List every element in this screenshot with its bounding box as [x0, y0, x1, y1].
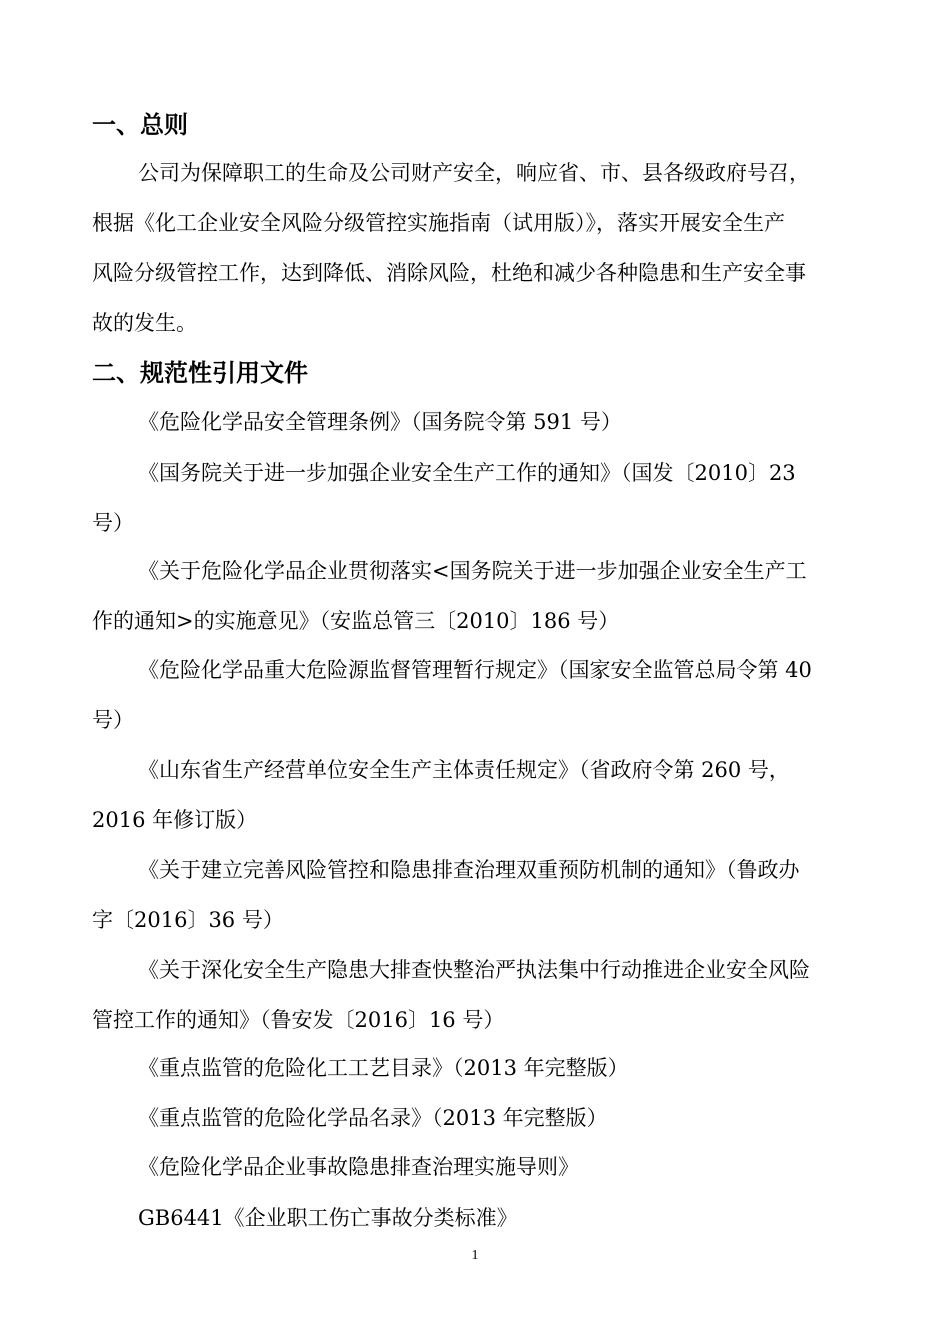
reference-item	[92, 1193, 872, 1243]
reference-line: 《重点监管的危险化工工艺目录》（2013 年完整版）	[138, 1056, 629, 1080]
reference-item	[92, 745, 872, 845]
reference-item	[92, 845, 872, 945]
reference-line: GB6441《企业职工伤亡事故分类标准》	[138, 1206, 518, 1230]
reference-line: 字〔2016〕36 号）	[92, 908, 284, 932]
reference-item	[92, 645, 872, 745]
reference-item	[92, 397, 872, 447]
reference-line: 《关于深化安全生产隐患大排查快整治严执法集中行动推进企业安全风险	[138, 958, 810, 982]
paragraph-line: 公司为保障职工的生命及公司财产安全，响应省、市、县各级政府号召，	[138, 161, 810, 185]
reference-line: 管控工作的通知》（鲁安发〔2016〕16 号）	[92, 1008, 505, 1032]
reference-item	[92, 546, 872, 646]
paragraph-line: 故的发生。	[92, 311, 197, 335]
reference-line: 《重点监管的危险化学品名录》（2013 年完整版）	[138, 1106, 608, 1130]
reference-line: 号）	[92, 708, 134, 732]
reference-line: 2016 年修订版）	[92, 808, 258, 832]
reference-item	[92, 448, 872, 548]
reference-line: 《山东省生产经营单位安全生产主体责任规定》（省政府令第 260 号，	[138, 758, 790, 782]
reference-line: 《关于危险化学品企业贯彻落实<国务院关于进一步加强企业安全生产工	[138, 559, 807, 583]
reference-line: 《危险化学品安全管理条例》（国务院令第 591 号）	[138, 410, 622, 434]
paragraph-line: 根据《化工企业安全风险分级管控实施指南（试用版）》，落实开展安全生产	[92, 211, 785, 235]
reference-line: 《国务院关于进一步加强企业安全生产工作的通知》（国发〔2010〕23	[138, 461, 796, 485]
reference-line: 《危险化学品企业事故隐患排查治理实施导则》	[138, 1155, 579, 1179]
general-paragraph	[92, 148, 872, 348]
reference-item	[92, 1093, 872, 1143]
paragraph-line: 风险分级管控工作，达到降低、消除风险，杜绝和减少各种隐患和生产安全事	[92, 261, 806, 285]
page-number: 1	[471, 1248, 479, 1263]
section-heading-general: 一、总则	[92, 111, 188, 139]
reference-line: 号）	[92, 511, 134, 535]
reference-line: 《关于建立完善风险管控和隐患排查治理双重预防机制的通知》（鲁政办	[138, 858, 800, 882]
reference-line: 《危险化学品重大危险源监督管理暂行规定》（国家安全监管总局令第 40	[138, 658, 812, 682]
section-heading-references: 二、规范性引用文件	[92, 359, 308, 387]
reference-item	[92, 1142, 872, 1192]
reference-item	[92, 1043, 872, 1093]
reference-line: 作的通知>的实施意见》（安监总管三〔2010〕186 号）	[92, 609, 620, 633]
reference-item	[92, 945, 872, 1045]
